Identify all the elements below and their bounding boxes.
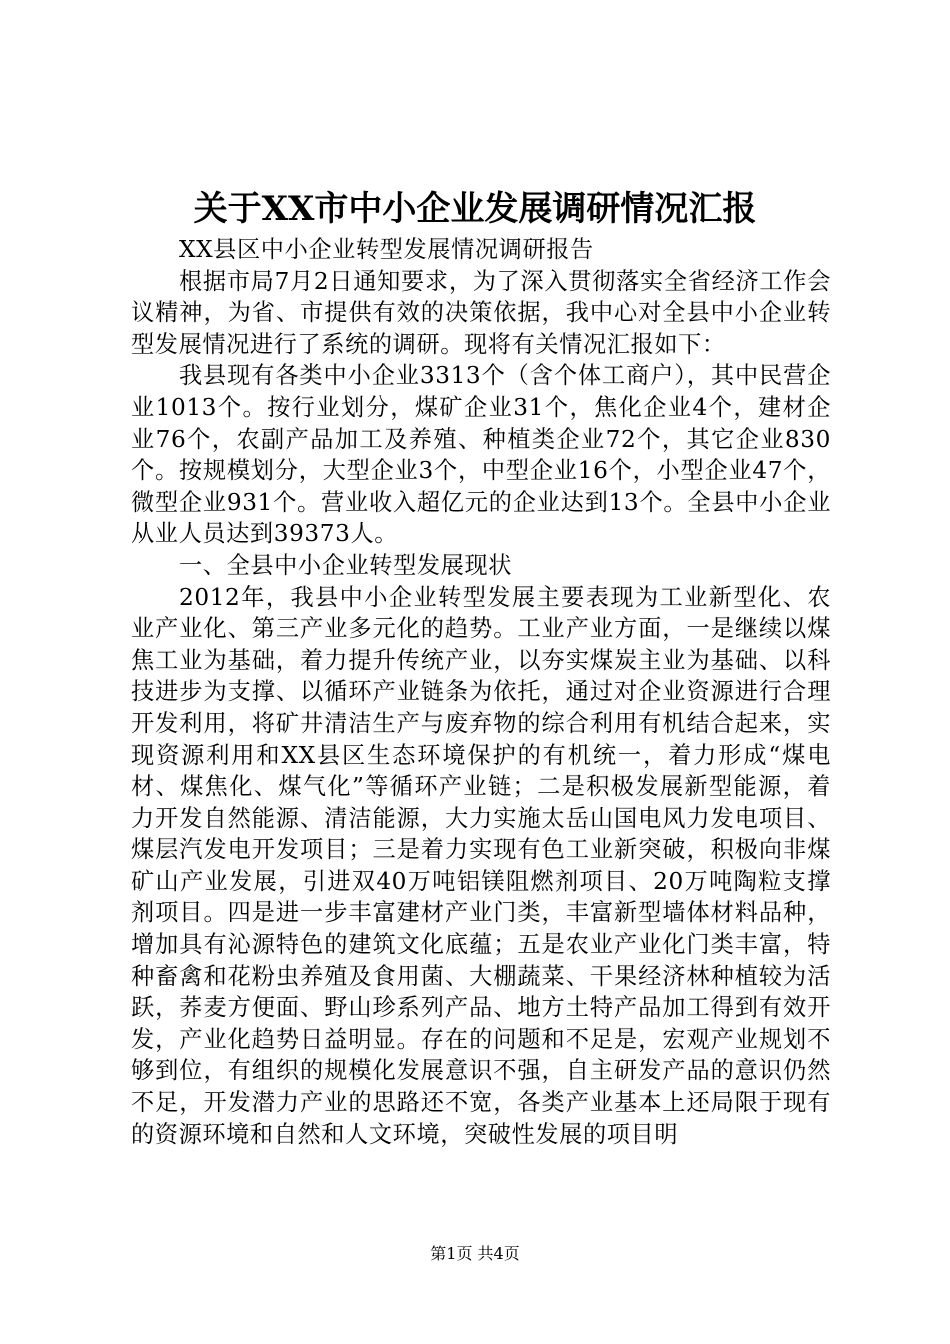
body-paragraph: 2012年，我县中小企业转型发展主要表现为工业新型化、农业产业化、第三产业多元化的趋势。工业产业方面，一是继续以煤焦工业为基础，着力提升传统产业，以夯实煤炭主业为基础、以科技进步为支撑、以循环产业链条为依托，通过对企业资源进行合理开发利用，将矿井清洁生产与废弃物的综合利用有机结合起来，实现资源利用和XX县区生态环境保护的有机统一，着力形成“煤电材、煤焦化、煤气化”等循环产业链；二是积极发展新型能源，着力开发自然能源、清洁能源，大力实施太岳山国电风力发电项目、煤层汽发电开发项目；三是着力实现有色工业新突破，积极向非煤矿山产业发展，引进双40万吨铝镁阻燃剂项目、20万吨陶粒支撑剂项目。四是进一步丰富建材产业门类，丰富新型墙体材料品种，增加具有沁源特色的建筑文化底蕴；五是农业产业化门类丰富，特种畜禽和花粉虫养殖及食用菌、大棚蔬菜、干果经济林种植较为活跃，荞麦方便面、野山珍系列产品、地方土特产品加工得到有效开发，产业化趋势日益明显。存在的问题和不足是，宏观产业规划不够到位，有组织的规模化发展意识不强，自主研发产品的意识仍然不足，开发潜力产业的思路还不宽，各类产业基本上还局限于现有的资源环境和自然和人文环境，突破性发展的项目明: [131, 583, 831, 1148]
body-paragraph: 我县现有各类中小企业3313个（含个体工商户），其中民营企业1013个。按行业划分，煤矿企业31个，焦化企业4个，建材企业76个，农副产品加工及养殖、种植类企业72个，其它企业830个。按规模划分，大型企业3个，中型企业16个，小型企业47个，微型企业931个。营业收入超亿元的企业达到13个。全县中小企业从业人员达到39373人。: [131, 362, 831, 548]
report-subtitle-paragraph: XX县区中小企业转型发展情况调研报告: [179, 236, 594, 263]
section-heading: 一、全县中小企业转型发展现状: [179, 551, 513, 579]
document-body: [131, 234, 831, 1150]
page-footer: 第1页 共4页: [430, 1244, 520, 1263]
document-title: 关于XX市中小企业发展调研情况汇报: [193, 189, 757, 229]
body-paragraph: 根据市局7月2日通知要求，为了深入贯彻落实全省经济工作会议精神，为省、市提供有效的决策依据，我中心对全县中小企业转型发展情况进行了系统的调研。现将有关情况汇报如下：: [131, 267, 831, 358]
